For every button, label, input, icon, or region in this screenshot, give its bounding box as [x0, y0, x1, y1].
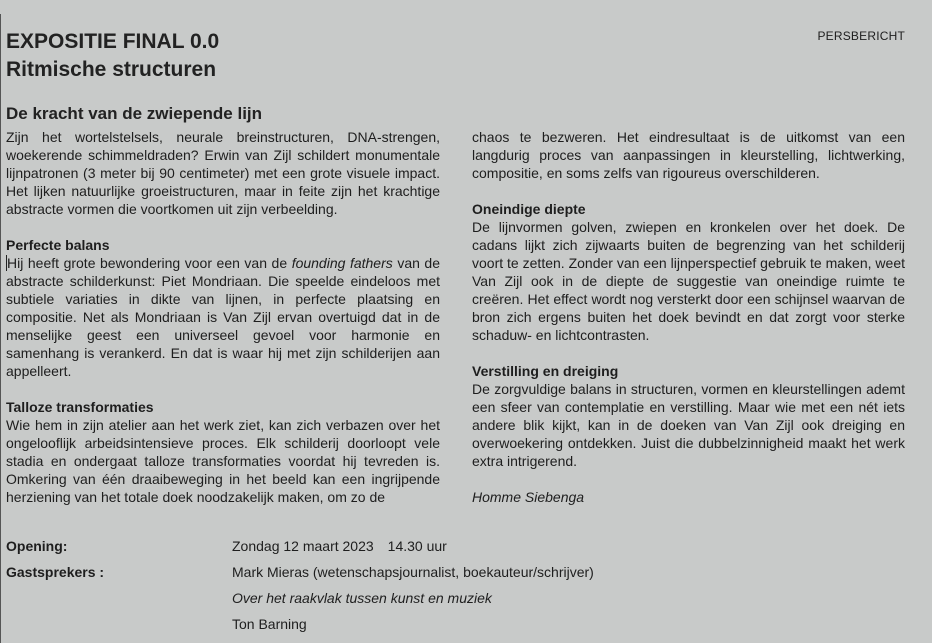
speakers-label: Gastsprekers : — [6, 564, 105, 580]
section-heading-oneindige-diepte: Oneindige diepte — [472, 201, 586, 217]
italic-term: founding fathers — [291, 255, 393, 271]
section-heading-verstilling-en-dreiging: Verstilling en dreiging — [472, 363, 619, 379]
title-line-2: Ritmische structuren — [6, 58, 217, 81]
right-column — [472, 128, 905, 506]
author-signature — [472, 488, 905, 506]
opening-time: 14.30 uur — [387, 538, 447, 554]
press-release-badge: PERSBERICHT — [817, 29, 905, 43]
opening-label: Opening: — [6, 538, 68, 554]
section-heading-perfecte-balans: Perfecte balans — [6, 237, 110, 253]
section-heading-talloze-transformaties: Talloze transformaties — [6, 399, 154, 415]
paragraph-verstilling-en-dreiging: De zorgvuldige balans in structuren, vormen en kleurstellingen ademt een sfeer van contemplatie en verstilling. Maar wie met een nét iets andere blik kijkt, kan in de doeken van Van Zijl ook dreiging en overwoekering ontdekken. Juist die dubbelzinnigheid maakt het werk extra intrigerend. — [472, 381, 905, 469]
paragraph-oneindige-diepte: De lijnvormen golven, zwiepen en kronkelen over het doek. De cadans lijkt zich zijwaarts buiten de begrenzing van het schilderij voort te zetten. Zonder van een lijnperspectief gebruik te maken, weet Van Zijl ook in de diepte de suggestie van oneindige ruimte te creëren. Het effect wordt nog versterkt door een schijnsel waarvan de bron zich ergens buiten het doek bevindt en dat zorgt voor sterke schaduw- en lichtcontrasten. — [472, 219, 905, 343]
paragraph-talloze-transformaties: Wie hem in zijn atelier aan het werk ziet, kan zich verbazen over het ongelooflijk arbeidsintensieve proces. Elk schilderij doorloopt vele stadia en ondergaat talloze transformaties voordat hij tevreden is. Omkering van één draaibeweging in het beeld kan een ingrijpende herziening van het totale doek noodzakelijk maken, om zo de — [6, 417, 440, 505]
opening-date: Zondag 12 maart 2023 — [232, 538, 374, 554]
opening-value — [232, 533, 447, 559]
title-line-1: EXPOSITIE FINAL 0.0 — [6, 30, 220, 53]
left-column — [6, 128, 440, 506]
paragraph-text: Hij heeft grote bewondering voor een van de — [7, 255, 292, 271]
continuation-paragraph: chaos te bezweren. Het eindresultaat is de uitkomst van een langdurig proces van aanpassingen in kleurstelling, lichtwerking, compositie, en soms zelfs van rigoureus overschilderen. — [472, 129, 905, 181]
speaker-1-topic: Over het raakvlak tussen kunst en muziek — [232, 590, 492, 606]
left-margin-rule — [0, 14, 1, 643]
paragraph-perfecte-balans — [6, 254, 440, 380]
article-subtitle: De kracht van de zwiepende lijn — [6, 104, 263, 123]
author-name: Homme Siebenga — [472, 489, 585, 505]
speaker-1: Mark Mieras (wetenschapsjournalist, boekauteur/schrijver) — [232, 564, 594, 580]
paragraph-text: van de abstracte schilderkunst: Piet Mondriaan. Die speelde eindeloos met subtiele variaties in dikte van lijnen, in perfecte plaatsing en compositie. Net als Mondriaan is Van Zijl ervan overtuigd dat in de menselijke geest een universeel gevoel voor harmonie en samenhang is verankerd. En dat is waar hij met zijn schilderijen aan appelleert. — [6, 255, 441, 379]
document-title — [6, 28, 219, 84]
speaker-2: Ton Barning — [232, 616, 307, 632]
intro-paragraph: Zijn het wortelstelsels, neurale breinstructuren, DNA-strengen, woekerende schimmeldraden? Erwin van Zijl schildert monumentale lijnpatronen (3 meter bij 90 centimeter) met een grote visuele impact. Het lijken natuurlijke groeistructuren, maar in feite zijn het krachtige abstracte vormen die voortkomen uit zijn verbeelding. — [6, 129, 440, 217]
